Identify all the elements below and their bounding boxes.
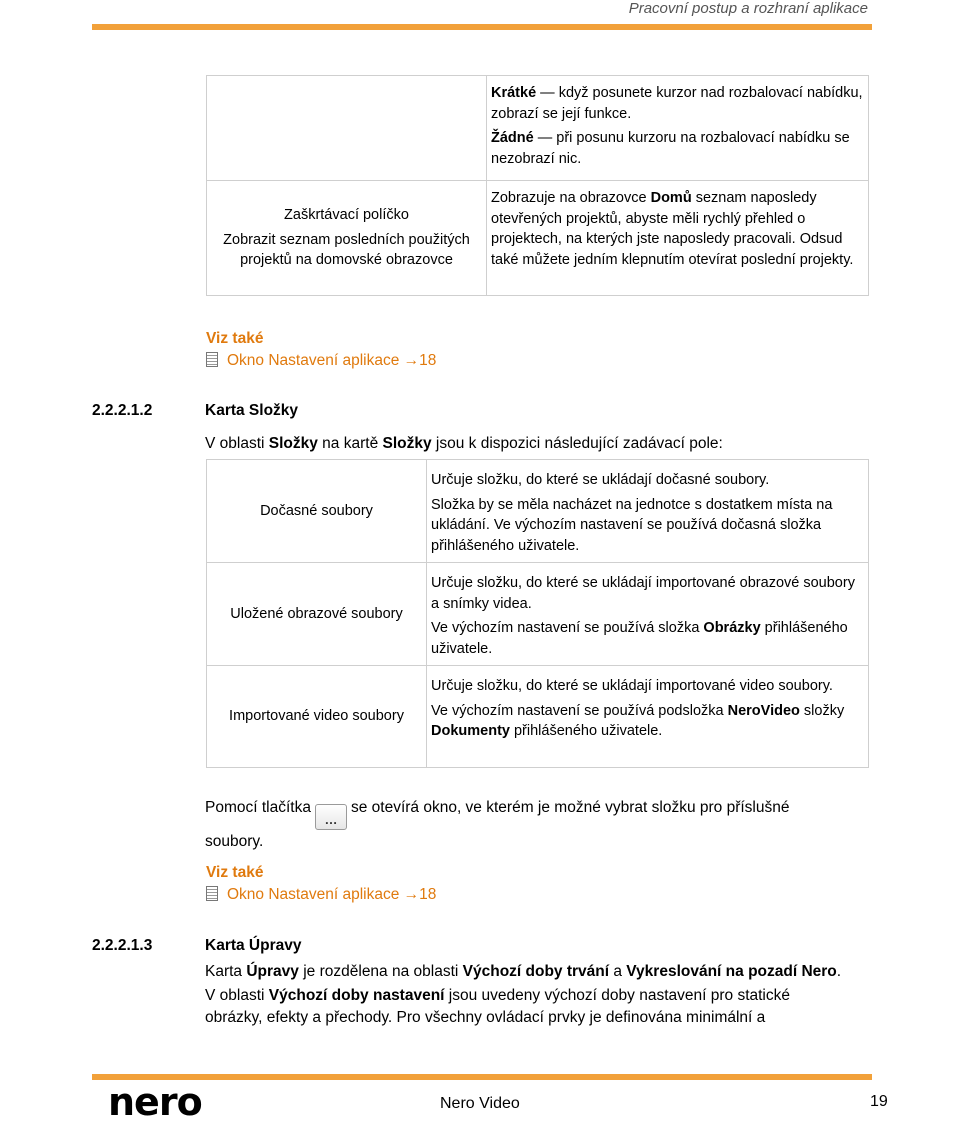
folders-table xyxy=(206,459,869,768)
section-intro: V oblasti Složky na kartě Složky jsou k dispozici následující zadávací pole: xyxy=(205,435,723,452)
see-also-title: Viz také xyxy=(206,330,264,347)
table1-row2-left xyxy=(207,181,487,296)
folder-desc-temp: Určuje složku, do které se ukládají dočasné soubory. Složka by se měla nacházet na jednotce s dostatkem místa na ukládání. Ve výchozím nastavení se používá dočasná složka přihlášeného uživatele. xyxy=(427,460,869,563)
option-none: Žádné xyxy=(491,130,534,146)
section-title: Karta Úpravy xyxy=(205,937,302,954)
folder-desc-images: Určuje složku, do které se ukládají importované obrazové soubory a snímky videa. Ve výchozím nastavení se používá složka Obrázky přihlášeného uživatele. xyxy=(427,563,869,666)
browse-button-paragraph: Pomocí tlačítka…se otevírá okno, ve kterém je možné vybrat složku pro příslušné soubory. xyxy=(205,799,790,850)
table1-row2-right: Zobrazuje na obrazovce Domů seznam naposledy otevřených projektů, abyste měli rychlý přehled o projektech, na kterých jste naposledy pracovali. Odsud také můžete jedním klepnutím otevírat poslední projekty. xyxy=(487,181,869,296)
folder-label-images: Uložené obrazové soubory xyxy=(207,563,427,666)
footer-rule xyxy=(92,1074,872,1080)
folder-desc-video: Určuje složku, do které se ukládají importované video soubory. Ve výchozím nastavení se používá podsložka NeroVideo složky Dokumenty přihlášeného uživatele. xyxy=(427,666,869,768)
table1-row1-left xyxy=(207,76,487,181)
header-rule xyxy=(92,24,872,30)
folder-label-temp: Dočasné soubory xyxy=(207,460,427,563)
see-also-link[interactable]: Okno Nastavení aplikace →18 xyxy=(206,352,436,370)
page-number: 19 xyxy=(870,1093,888,1110)
recent-projects-setting-label: Zobrazit seznam posledních použitých projektů na domovské obrazovce xyxy=(223,231,470,269)
option-short: Krátké xyxy=(491,85,537,101)
see-also-2 xyxy=(206,864,436,904)
see-also-title: Viz také xyxy=(206,864,264,881)
nero-logo: nero xyxy=(108,1080,202,1124)
see-also-link[interactable]: Okno Nastavení aplikace →18 xyxy=(206,886,436,904)
checkbox-label: Zaškrtávací políčko xyxy=(284,207,409,224)
running-header: Pracovní postup a rozhraní aplikace xyxy=(628,0,868,17)
footer-product: Nero Video xyxy=(440,1095,520,1112)
section-title: Karta Složky xyxy=(205,402,299,419)
table1-row1-right: Krátké — když posunete kurzor nad rozbalovací nabídku, zobrazí se její funkce. Žádné — při posunu kurzoru na rozbalovací nabídku se nezobrazí nic. xyxy=(487,76,869,181)
section-number: 2.2.2.1.2 xyxy=(92,402,153,419)
see-also-1 xyxy=(206,330,436,370)
section-paragraph-2: V oblasti Výchozí doby nastavení jsou uvedeny výchozí doby nastavení pro statické obrázky, efekty a přechody. Pro všechny ovládací prvky je definována minimální a xyxy=(205,987,790,1026)
section-paragraph-1: Karta Úpravy je rozdělena na oblasti Výchozí doby trvání a Vykreslování na pozadí Nero. xyxy=(205,963,842,980)
section-number: 2.2.2.1.3 xyxy=(92,937,153,954)
ellipsis-button-icon[interactable]: … xyxy=(315,804,347,830)
document-icon xyxy=(206,886,218,901)
document-icon xyxy=(206,352,218,367)
settings-table-1 xyxy=(206,75,869,296)
folder-label-video: Importované video soubory xyxy=(207,666,427,768)
